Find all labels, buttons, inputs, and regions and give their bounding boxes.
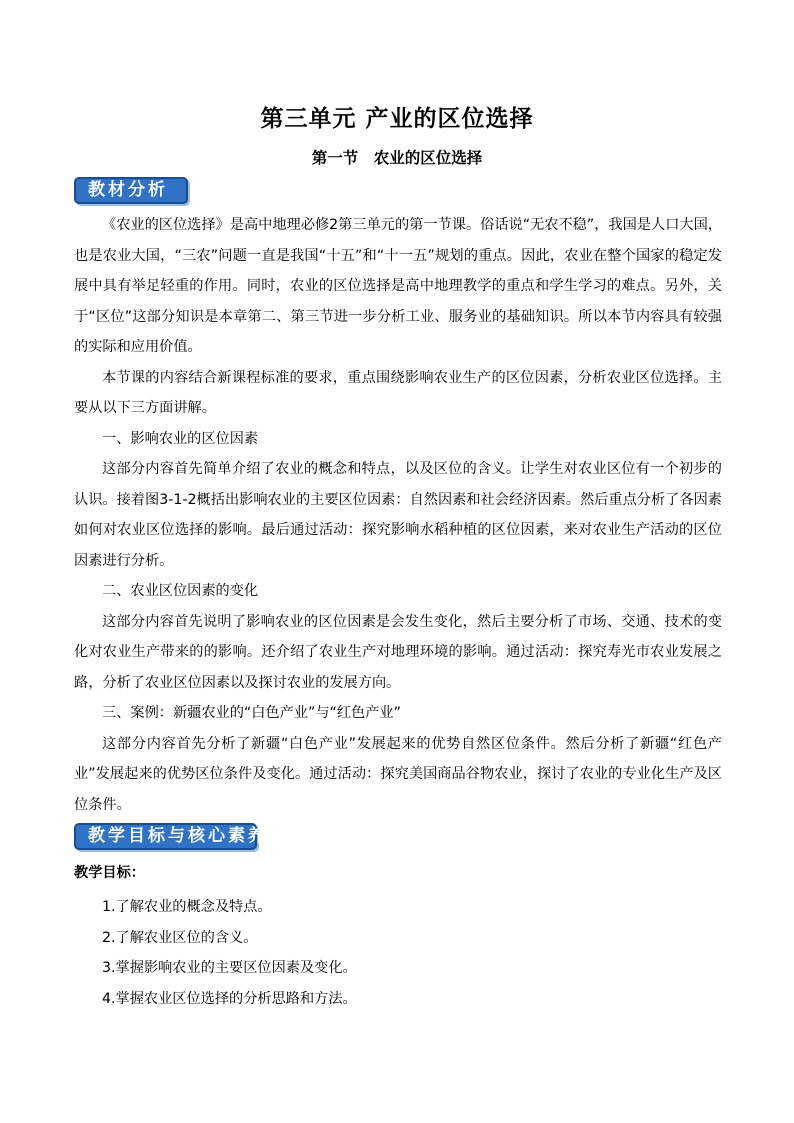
subheading: 二、农业区位因素的变化 [102, 583, 259, 599]
goals-list [74, 892, 722, 1014]
page-title: 第三单元 产业的区位选择 [260, 106, 534, 132]
paragraph: 这部分内容首先分析了新疆“白色产业”发展起来的优势自然区位条件。然后分析了新疆“红色产业”发展起来的优势区位条件及变化。通过活动：探究美国商品谷物农业，探讨了农业的专业化生产及区位条件。 [74, 735, 722, 813]
paragraph: 本节课的内容结合新课程标准的要求，重点围绕影响农业生产的区位因素，分析农业区位选择。主要从以下三方面讲解。 [74, 369, 722, 416]
section-badge-teaching-goals: 教学目标与核心素养 [74, 823, 257, 850]
page-subtitle: 第一节 农业的区位选择 [311, 149, 483, 167]
subheading: 三、案例：新疆农业的“白色产业”与“红色产业” [102, 705, 401, 721]
paragraph: 这部分内容首先简单介绍了农业的概念和特点，以及区位的含义。让学生对农业区位有一个初步的认识。接着图3-1-2概括出影响农业的主要区位因素：自然因素和社会经济因素。然后重点分析了各因素如何对农业区位选择的影响。最后通过活动：探究影响水稻种植的区位因素，来对农业生产活动的区位因素进行分析。 [74, 461, 722, 569]
list-item: 1.了解农业的概念及特点。 [102, 899, 272, 915]
paragraph: 这部分内容首先说明了影响农业的区位因素是会发生变化，然后主要分析了市场、交通、技术的变化对农业生产带来的的影响。还介绍了农业生产对地理环境的影响。通过活动：探究寿光市农业发展之路，分析了农业区位因素以及探讨农业的发展方向。 [74, 613, 722, 691]
subheading: 一、影响农业的区位因素 [102, 430, 259, 447]
list-item: 2.了解农业区位的含义。 [102, 929, 258, 946]
list-item: 3.掌握影响农业的主要区位因素及变化。 [102, 960, 357, 976]
section-badge-textbook-analysis: 教材分析 [74, 177, 188, 204]
goals-heading: 教学目标： [74, 865, 145, 881]
textbook-analysis-body [74, 210, 722, 820]
paragraph: 《农业的区位选择》是高中地理必修2第三单元的第一节课。俗话说“无农不稳”，我国是人口大国，也是农业大国，“三农”问题一直是我国“十五”和“十一五”规划的重点。因此，农业在整个国家的稳定发展中具有举足轻重的作用。同时，农业的区位选择是高中地理教学的重点和学生学习的难点。另外，关于“区位”这部分知识是本章第二、第三节进一步分析工业、服务业的基础知识。所以本节内容具有较强的实际和应用价值。 [74, 217, 722, 355]
list-item: 4.掌握农业区位选择的分析思路和方法。 [102, 990, 357, 1007]
